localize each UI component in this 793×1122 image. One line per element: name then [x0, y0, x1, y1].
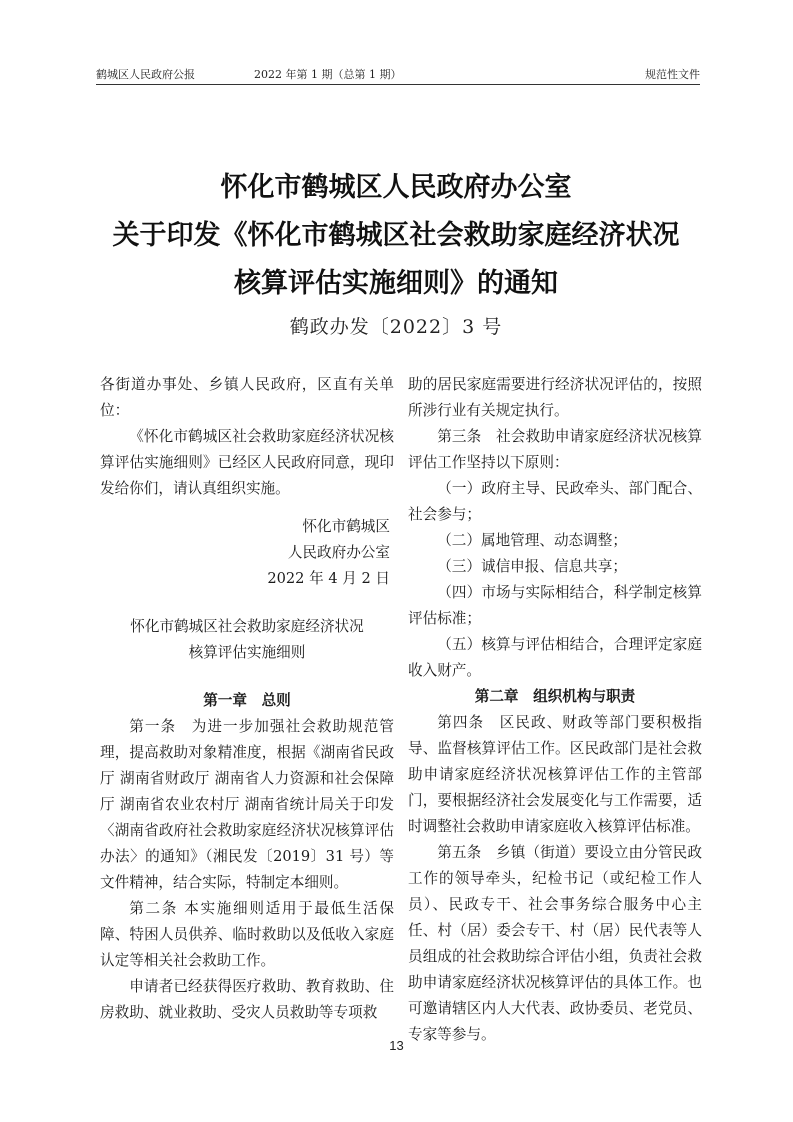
header-category: 规范性文件 — [645, 68, 700, 81]
issuer-line-2: 人民政府办公室 — [287, 544, 390, 561]
addressee: 各街道办事处、乡镇人民政府，区直有关单位： — [100, 376, 394, 419]
principle-5: （五）核算与评估相结合，合理评定家庭收入财产。 — [408, 636, 702, 679]
header-issue: 2022 年第 1 期（总第 1 期） — [254, 68, 402, 81]
page-number: 13 — [389, 1038, 404, 1053]
continued-text: 助的居民家庭需要进行经济状况评估的，按照所涉行业有关规定执行。 — [408, 376, 702, 419]
title-line-3: 核算评估实施细则》的通知 — [234, 268, 558, 299]
article-2: 第二条 本实施细则适用于最低生活保障、特困人员供养、临时救助以及低收入家庭认定等相关社会救助工作。 — [100, 900, 394, 969]
title-line-1: 怀化市鹤城区人民政府办公室 — [220, 172, 572, 203]
issue-date: 2022 年 4 月 2 日 — [267, 570, 390, 587]
principle-4: （四）市场与实际相结合，科学制定核算评估标准； — [408, 584, 702, 627]
rules-title-line-1: 怀化市鹤城区社会救助家庭经济状况 — [130, 618, 364, 635]
principle-2: （二）属地管理、动态调整； — [437, 532, 627, 549]
notice-body: 《怀化市鹤城区社会救助家庭经济状况核算评估实施细则》已经区人民政府同意，现印发给你们，请认真组织实施。 — [100, 428, 394, 497]
article-4: 第四条 区民政、财政等部门要积极指导、监督核算评估工作。区民政部门是社会救助申请家庭经济状况核算评估工作的主管部门，要根据经济社会发展变化与工作需要，适时调整社会救助申请家庭收入核算评估标准。 — [408, 714, 702, 835]
title-line-2: 关于印发《怀化市鹤城区社会救助家庭经济状况 — [112, 220, 680, 251]
issuer-line-1: 怀化市鹤城区 — [302, 518, 390, 535]
principle-1: （一）政府主导、民政牵头、部门配合、社会参与； — [408, 480, 702, 523]
rules-title-line-2: 核算评估实施细则 — [188, 644, 306, 661]
article-5: 第五条 乡镇（街道）要设立由分管民政工作的领导牵头，纪检书记（或纪检工作人员）、民政专干、社会事务综合服务中心主任、村（居）委会专干、村（居）民代表等人员组成的社会救助综合评估小组，负责社会救助申请家庭经济状况核算评估的具体工作。也可邀请辖区内人大代表、政协委员、老党员、专家等参与。 — [408, 844, 702, 1043]
article-3: 第三条 社会救助申请家庭经济状况核算评估工作坚持以下原则： — [408, 428, 702, 471]
left-column — [100, 372, 394, 1026]
header-publication: 鹤城区人民政府公报 — [96, 68, 195, 81]
page-header — [96, 64, 700, 85]
document-number: 鹤政办发〔2022〕3 号 — [289, 316, 503, 338]
chapter-1-heading: 第一章 总则 — [203, 692, 291, 709]
article-1: 第一条 为进一步加强社会救助规范管理，提高救助对象精准度，根据《湖南省民政厅 湖南省财政厅 湖南省人力资源和社会保障厅 湖南省农业农村厅 湖南省统计局关于印发〈湖南省政府社会救助家庭经济状况核算评估办法〉的通知》（湘民发〔2019〕31 号）等文件精神，结合实际，特制定本细则。 — [100, 718, 394, 891]
principle-3: （三）诚信申报、信息共享； — [437, 558, 627, 575]
document-title — [60, 164, 732, 308]
right-column — [408, 372, 702, 1048]
article-2-continued: 申请者已经获得医疗救助、教育救助、住房救助、就业救助、受灾人员救助等专项救 — [100, 978, 394, 1021]
chapter-2-heading: 第二章 组织机构与职责 — [474, 688, 636, 705]
